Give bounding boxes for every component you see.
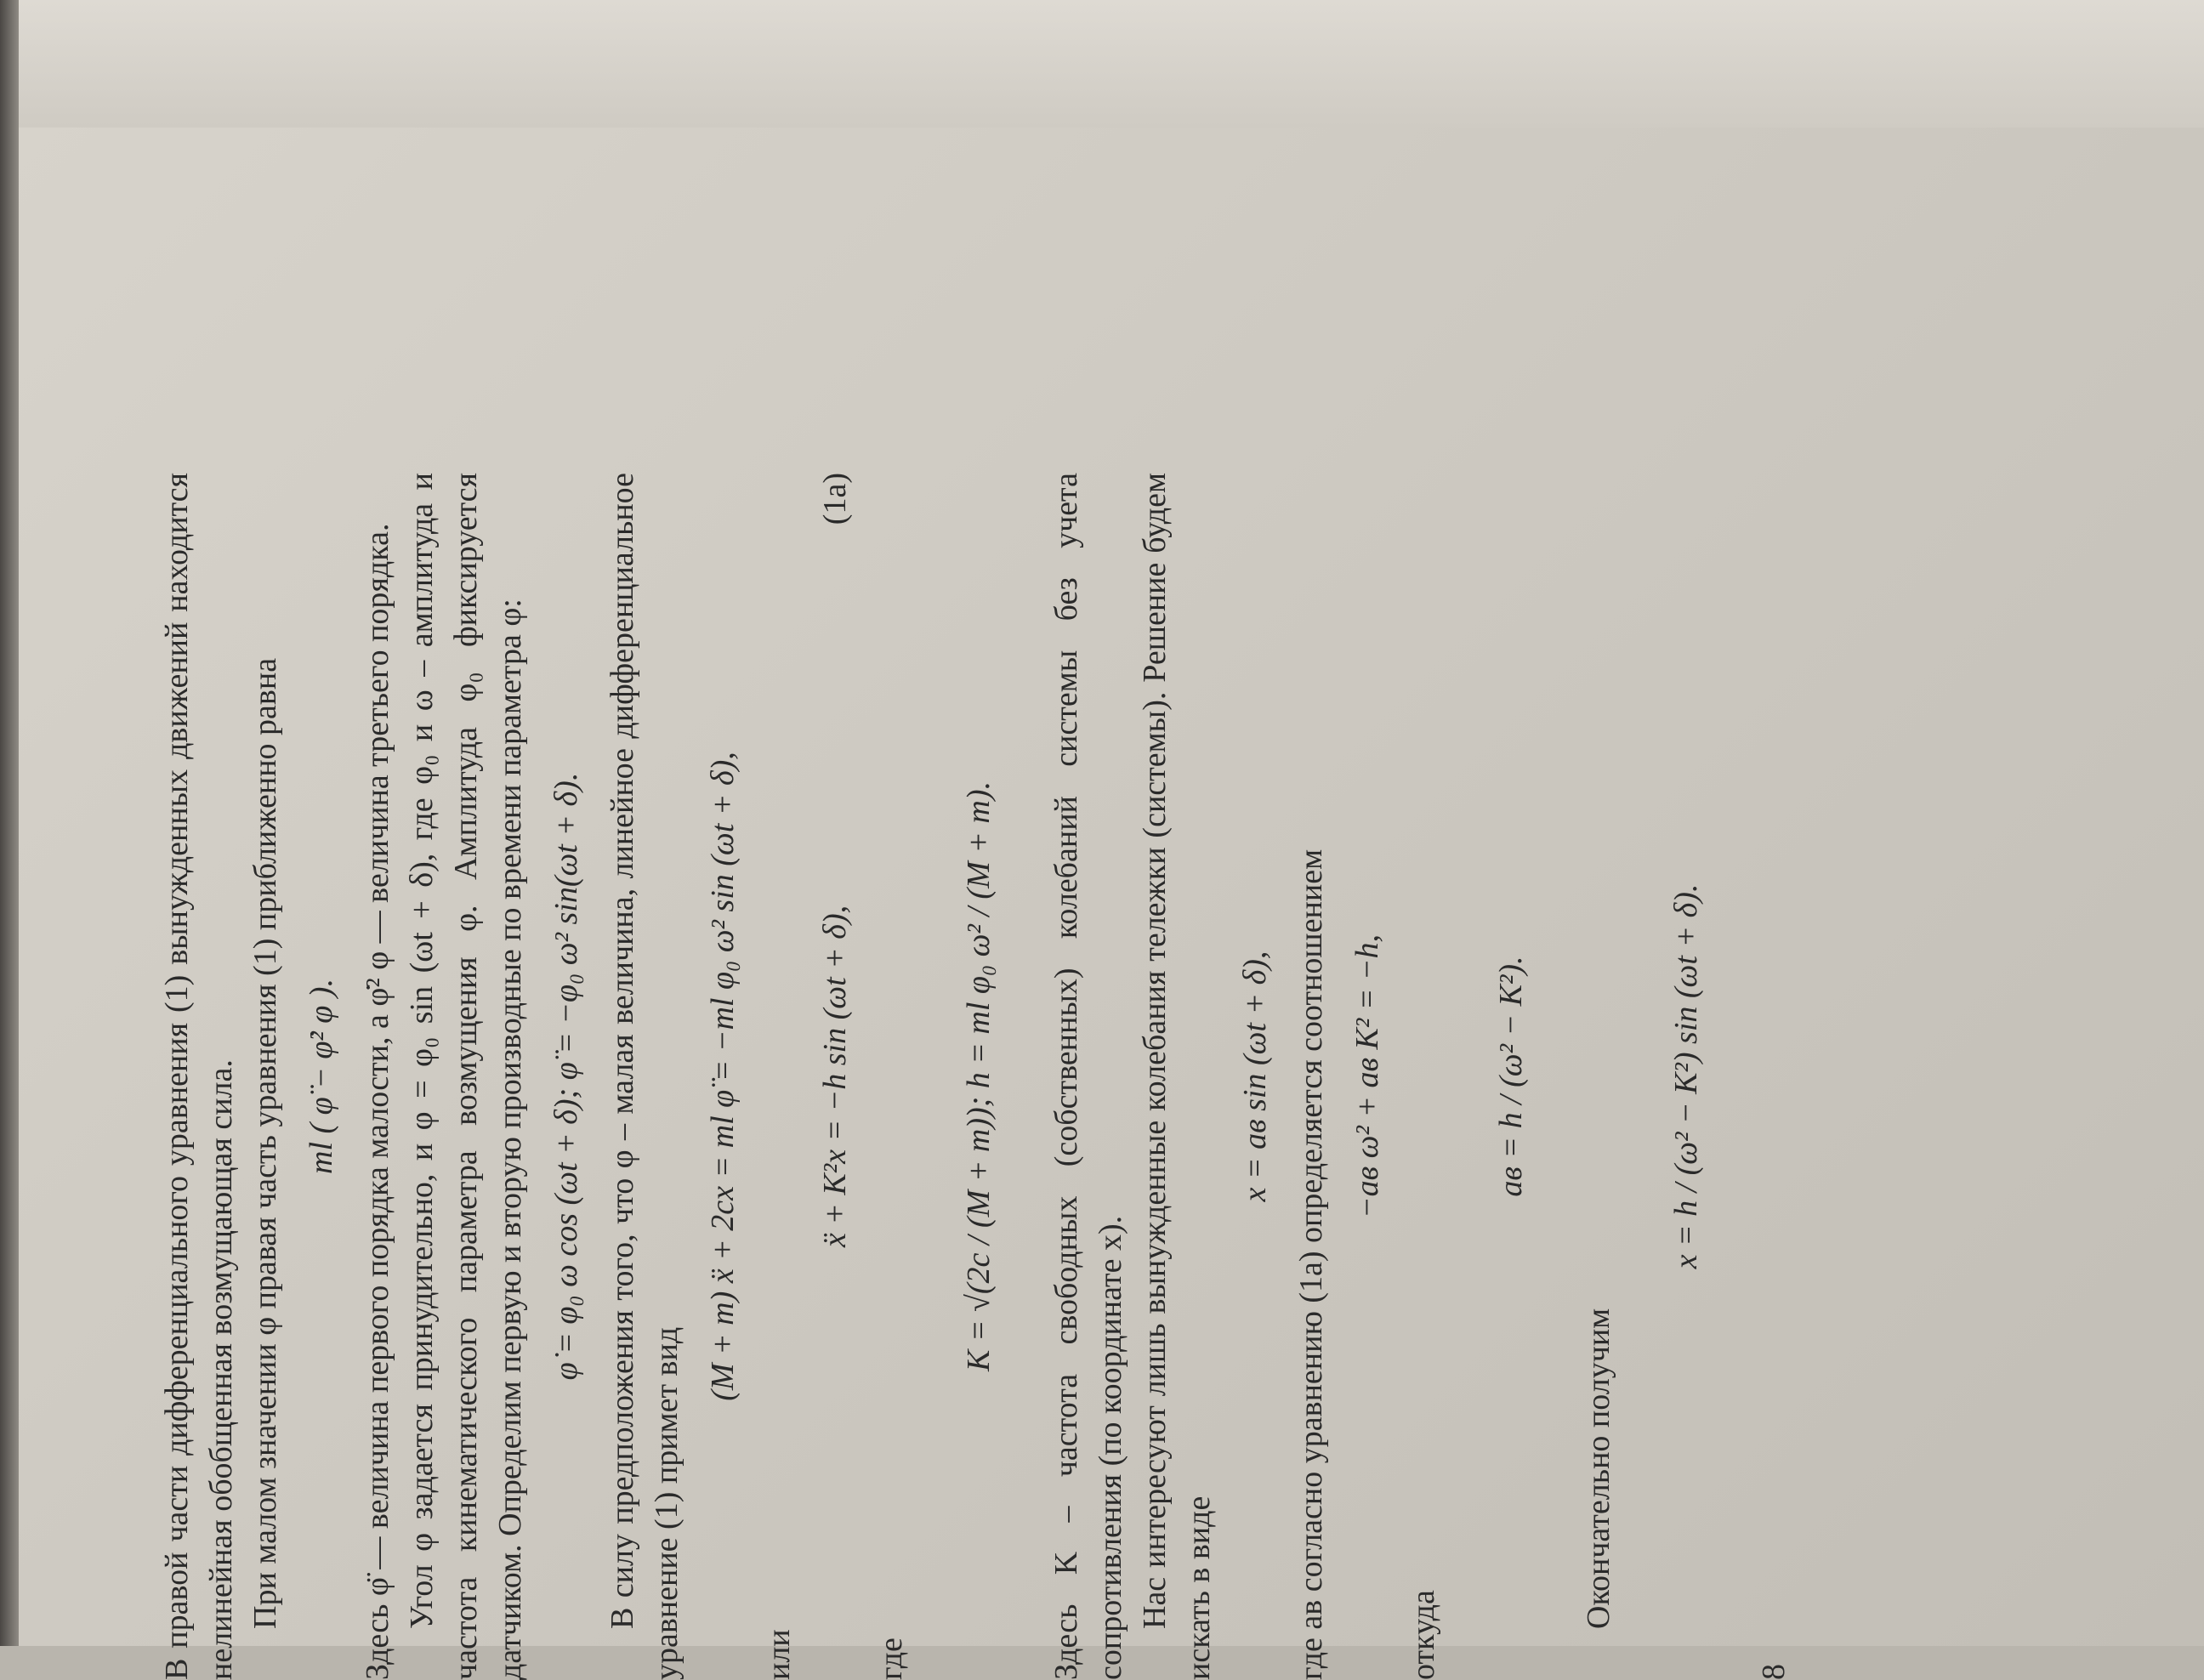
formula-4-body: ẍ + K²x = −h sin (ωt + δ),	[817, 905, 853, 1248]
book-page	[19, 128, 2204, 1680]
paragraph-8: где aв согласно уравнению (1a) определяется соотношением	[1293, 849, 1329, 1680]
page-text-block	[155, 473, 1796, 1680]
formula-1: ml ( φ̈ − φ̇² φ ).	[304, 979, 339, 1174]
paragraph-3: Здесь φ̈ — величина первого порядка малости, а φ̇² φ — величина третьего порядка.	[360, 523, 395, 1680]
formula-8: aв = h / (ω² − K²).	[1493, 956, 1529, 1197]
paragraph-6: Здесь K – частота свободных (собственных) колебаний системы без учета сопротивления (по координате x).	[1048, 473, 1128, 1680]
equation-number: (1a)	[817, 473, 853, 525]
paragraph-9: Окончательно получим	[1581, 1308, 1616, 1629]
formula-4	[813, 473, 857, 1680]
paragraph-1: В правой части дифференциального уравнения (1) вынужденных движений находится нелинейная обобщенная возмущающая сила.	[159, 473, 239, 1680]
book-binding	[0, 0, 19, 1646]
paragraph-5: В силу предположения того, что φ – малая величина, линейное дифференциальное уравнение (1) примет вид	[605, 473, 684, 1680]
word-otkuda: откуда	[1406, 1590, 1441, 1680]
word-gde: где	[873, 1637, 909, 1680]
formula-2: φ̇ = φ₀ ω cos (ωt + δ); φ̈ = −φ₀ ω² sin(ωt + δ).	[548, 772, 584, 1381]
paragraph-4: Угол φ задается принудительно, и φ = φ₀ sin (ωt + δ), где φ₀ и ω – амплитуда и частота кинематического параметра возмущения φ. Амплитуда φ₀ фиксируется датчиком. Определим первую и вторую производные по времени параметра φ:	[404, 473, 528, 1680]
word-ili: или	[761, 1629, 797, 1680]
formula-6: x = aв sin (ωt + δ),	[1237, 951, 1273, 1202]
paragraph-2: При малом значении φ правая часть уравнения (1) приближенно равна	[247, 657, 283, 1629]
paragraph-7: Нас интересуют лишь вынужденные колебания тележки (системы). Решение будем искать в виде	[1137, 473, 1217, 1680]
formula-9: x = h / (ω² − K²) sin (ωt + δ).	[1668, 883, 1704, 1269]
formula-5: K = √(2c / (M + m)); h = ml φ₀ ω² / (M + m).	[961, 781, 997, 1371]
formula-7: −aв ω² + aв K² = −h,	[1349, 934, 1385, 1219]
page-number: 8	[1756, 1664, 1792, 1680]
previous-page-edge	[19, 0, 2204, 129]
formula-3: (M + m) ẍ + 2cx = ml φ̈ = −ml φ₀ ω² sin (ωt + δ),	[705, 752, 741, 1401]
